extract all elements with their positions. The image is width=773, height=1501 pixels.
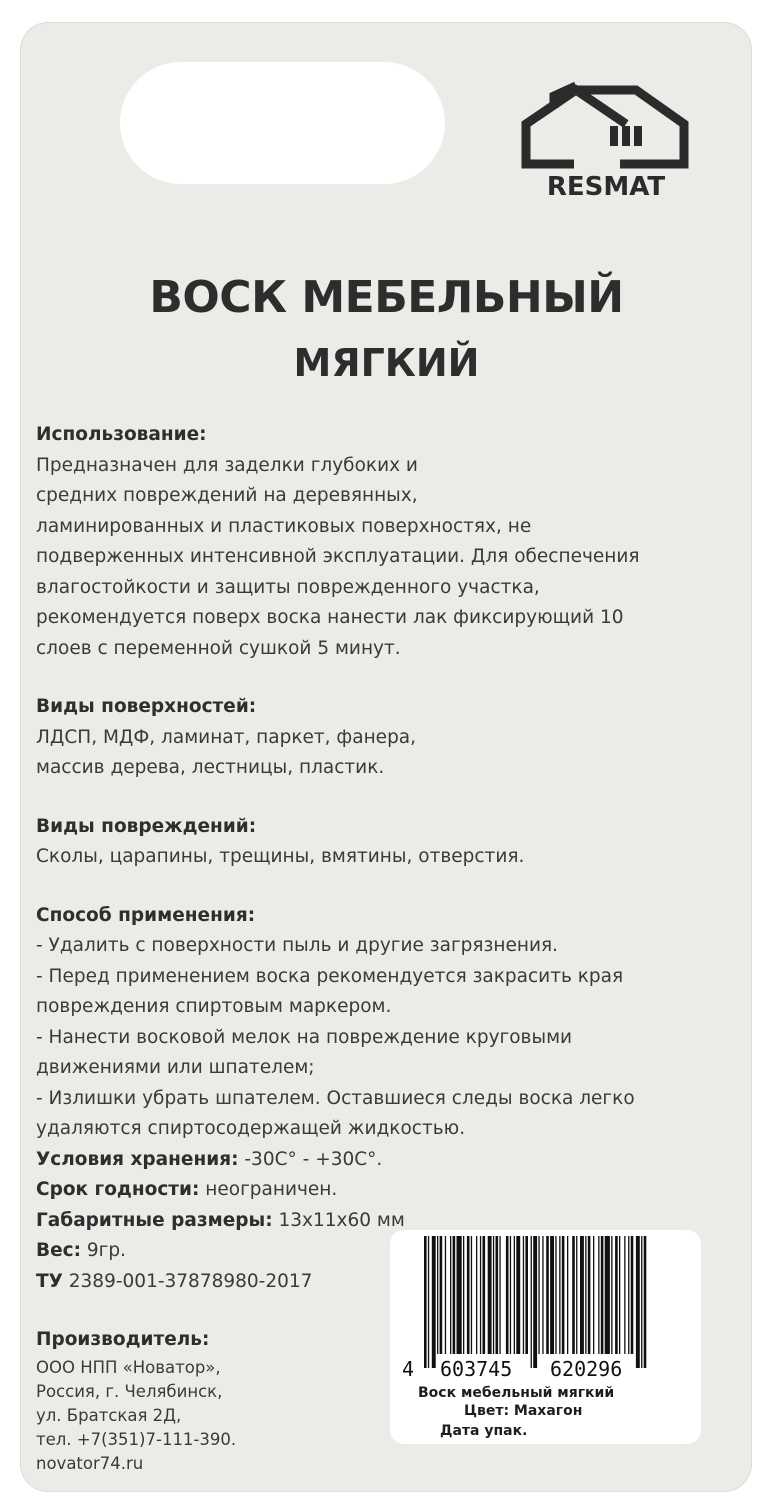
method-line: повреждения спиртовым маркером. xyxy=(36,996,392,1017)
sticker-date: Дата упак. xyxy=(440,1423,528,1439)
sticker-product: Воск мебельный мягкий xyxy=(418,1385,615,1401)
sticker-color: Цвет: Махагон xyxy=(464,1403,583,1419)
usage-line: средних повреждений на деревянных, xyxy=(36,485,418,506)
brand-logo xyxy=(516,80,696,210)
surfaces-line: массив дерева, лестницы, пластик. xyxy=(36,757,385,778)
barcode-digits-left: 603745 xyxy=(440,1357,513,1381)
method-line: - Излишки убрать шпателем. Оставшиеся следы воска легко xyxy=(36,1087,635,1109)
spec-weight: Вес: 9гр. xyxy=(36,1240,127,1261)
surfaces-line: ЛДСП, МДФ, ламинат, паркет, фанера, xyxy=(36,726,417,748)
method-line: - Перед применением воска рекомендуется закрасить края xyxy=(36,965,624,987)
damages-line: Сколы, царапины, трещины, вмятины, отверстия. xyxy=(36,846,525,867)
manufacturer-heading: Производитель: xyxy=(36,1329,210,1350)
hang-hole xyxy=(120,62,445,184)
usage-line: Предназначен для заделки глубоких и xyxy=(36,454,418,476)
house-icon xyxy=(516,80,696,170)
product-subtitle: МЯГКИЙ xyxy=(293,341,480,385)
surfaces-heading: Виды поверхностей: xyxy=(36,696,257,717)
method-line: удаляются спиртосодержащей жидкостью. xyxy=(36,1118,466,1139)
usage-line: рекомендуется поверх воска нанести лак фиксирующий 10 xyxy=(36,607,624,628)
usage-line: влагостойкости и защиты поврежденного участка, xyxy=(36,576,540,598)
barcode-digits-right: 620296 xyxy=(550,1357,623,1381)
method-line: - Нанести восковой мелок на повреждение круговыми xyxy=(36,1026,573,1048)
damages-heading: Виды повреждений: xyxy=(36,815,257,837)
usage-line: подверженных интенсивной эксплуатации. Для обеспечения xyxy=(36,546,640,567)
spec-storage: Условия хранения: -30С° - +30С°. xyxy=(36,1148,383,1170)
product-title: ВОСК МЕБЕЛЬНЫЙ xyxy=(149,272,624,323)
usage-line: слоев с переменной сушкой 5 минут. xyxy=(36,637,401,659)
usage-heading: Использование: xyxy=(36,424,207,445)
spec-shelf-life: Срок годности: неограничен. xyxy=(36,1179,338,1200)
manufacturer-line: ООО НПП «Новатор», xyxy=(36,1357,221,1377)
brand-name: RESMAT xyxy=(546,172,666,202)
spec-tu: ТУ 2389-001-37878980-2017 xyxy=(36,1270,313,1292)
method-line: - Удалить с поверхности пыль и другие загрязнения. xyxy=(36,935,558,956)
barcode-digit-first: 4 xyxy=(402,1357,415,1381)
method-line: движениями или шпателем; xyxy=(36,1057,315,1078)
manufacturer-line: ул. Братская 2Д, xyxy=(36,1405,182,1425)
manufacturer-line: тел. +7(351)7-111-390. xyxy=(36,1429,237,1449)
manufacturer-line: Россия, г. Челябинск, xyxy=(36,1381,223,1401)
method-heading: Способ применения: xyxy=(36,904,256,926)
usage-line: ламинированных и пластиковых поверхностях, не xyxy=(36,515,532,537)
manufacturer-line: novator74.ru xyxy=(36,1453,144,1473)
spec-dimensions: Габаритные размеры: 13x11x60 мм xyxy=(36,1209,405,1231)
barcode xyxy=(418,1236,650,1368)
